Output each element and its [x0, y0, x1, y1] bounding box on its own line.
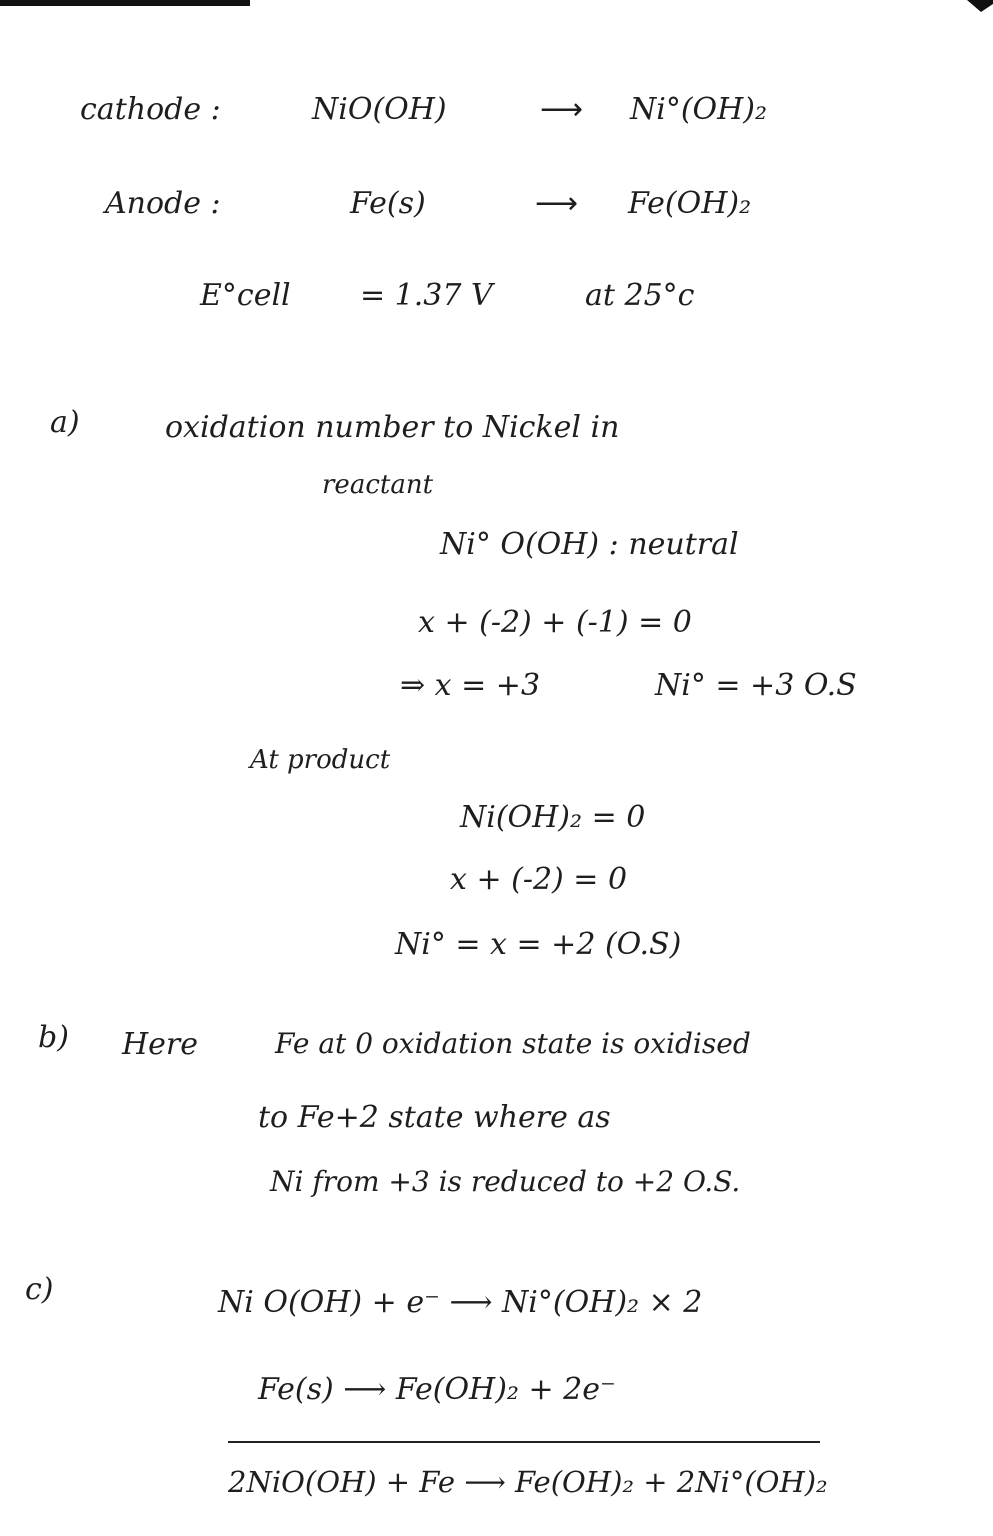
part-c-label: c): [25, 1272, 54, 1307]
corner-mark: [963, 0, 993, 22]
part-b-label: b): [38, 1020, 69, 1055]
part-b-line1: Fe at 0 oxidation state is oxidised: [275, 1027, 751, 1060]
anode-arrow: ⟶: [535, 186, 579, 221]
product-formula: Ni(OH)₂ = 0: [460, 800, 646, 835]
anode-product: Fe(OH)₂: [628, 186, 752, 221]
at-product-label: At product: [250, 745, 391, 775]
part-a-reactant: reactant: [322, 470, 434, 500]
cathode-product: Ni°(OH)₂: [630, 92, 768, 127]
part-b-here: Here: [122, 1027, 199, 1062]
ecell-label: E°cell: [200, 278, 291, 313]
anode-reactant: Fe(s): [350, 186, 426, 221]
reactant-equation: x + (-2) + (-1) = 0: [418, 605, 692, 640]
sum-rule: [228, 1441, 820, 1443]
reactant-solution: ⇒ x = +3: [400, 668, 541, 703]
cathode-label: cathode :: [80, 92, 221, 127]
scan-edge-mark: [0, 0, 250, 6]
part-b-line3: Ni from +3 is reduced to +2 O.S.: [270, 1165, 741, 1198]
half-reaction-1: Ni O(OH) + e⁻ ⟶ Ni°(OH)₂ × 2: [218, 1285, 703, 1320]
part-a-heading: oxidation number to Nickel in: [165, 410, 620, 445]
reactant-oxidation-state: Ni° = +3 O.S: [655, 668, 857, 703]
reactant-formula: Ni° O(OH) : neutral: [440, 527, 739, 562]
part-a-label: a): [50, 405, 80, 440]
part-b-line2: to Fe+2 state where as: [258, 1100, 611, 1135]
cathode-reactant: NiO(OH): [312, 92, 447, 127]
ecell-value: = 1.37 V: [360, 278, 493, 313]
overall-reaction: 2NiO(OH) + Fe ⟶ Fe(OH)₂ + 2Ni°(OH)₂: [228, 1465, 828, 1499]
ecell-temperature: at 25°c: [585, 278, 695, 313]
half-reaction-2: Fe(s) ⟶ Fe(OH)₂ + 2e⁻: [258, 1372, 616, 1407]
product-equation: x + (-2) = 0: [450, 862, 628, 897]
cathode-arrow: ⟶: [540, 92, 584, 127]
anode-label: Anode :: [105, 186, 221, 221]
product-oxidation-state: Ni° = x = +2 (O.S): [395, 927, 682, 962]
